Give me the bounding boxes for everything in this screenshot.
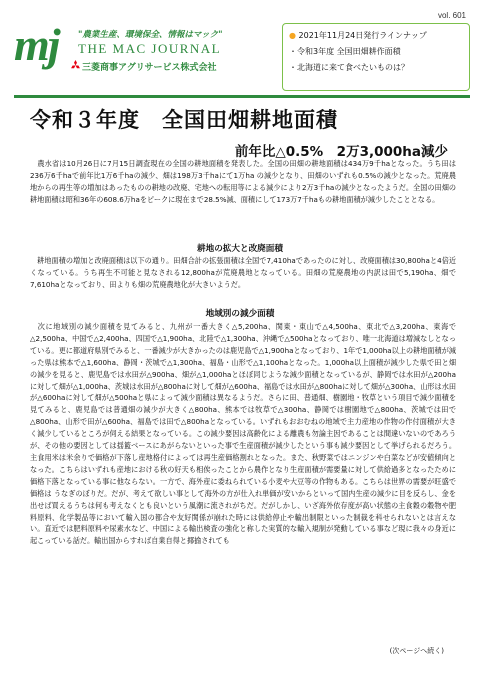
mitsubishi-logo-icon (70, 60, 81, 71)
section-heading: 地域別の減少面積 (205, 309, 275, 319)
continued-note: (次ページへ続く) (389, 647, 444, 655)
slogan: "農業生産、環境保全、情報はマック" (78, 30, 223, 40)
section-paragraph: 耕地面積の増加と改廃面積は以下の通り。田畑合計の拡張面積は全国で7,410haであったのに対し、改廃面積は30,800haと4倍近くなっている。うち再生不可能と見なされる12,800haが荒廃農地となっている。田畑の荒廃農地の内訳は田で5,190ha、畑で7,610haとなっており、田よりも畑の荒廃農地化が大きいようだ。 (30, 256, 456, 289)
journal-brand-name: THE MAC JOURNAL (78, 41, 222, 56)
newsletter-header (0, 0, 480, 96)
lineup-date: ● 2021年11月24日発行ラインナップ (289, 31, 427, 40)
sun-icon: ● (289, 31, 296, 40)
section-heading: 耕地の拡大と改廃面積 (197, 244, 283, 254)
company-name: 三菱商事アグリサービス株式会社 (82, 63, 217, 73)
header-divider (14, 95, 470, 98)
intro-paragraph: 農水省は10月26日に7月15日調査現在の全国の耕地面積を発表した。全国の田畑の耕地面積は434万9千haとなった。うち田は236万6千haで前年比1万6千haの減少、畑は198万3千haにて1万ha の減少となり、田畑のいずれも0.5%の減少となった。荒廃農地からの再生等の増加はあったものの耕地の改廃、宅地への転用等による減少により2万3千haの減少となったようだ。全国の田畑の耕地面積は昭和36年の608.6万haをピークに現在まで28.5%減、面積にして173万7千haもの耕地面積が減少したこととなる。 (30, 159, 456, 204)
article-title: 令和３年度 全国田畑耕地面積 (30, 108, 338, 132)
lineup-item: ・令和3年度 全国田畑耕作面積 (289, 47, 401, 56)
volume-number: vol. 601 (437, 11, 466, 20)
section-paragraph: 次に地域別の減少面積を見てみると、九州が一番大きく△5,200ha、関東・東山で△4,500ha、東北で△3,200ha、東海で△2,500ha、中国で△2,400ha、四国で△1,900ha、北陸で△1,300ha、沖縄で△500haとなっており、唯一北海道は増減なしとなっている。更に都道府県別でみると、一番減少が大きかったのは鹿児島で△1,900haとなっており、1年で1,000ha以上の耕地面積が減った県は熊本で△1,600ha、静岡・茨城で△1,300ha、福島・山形で△1,100haとなった。1,000ha以上面積が減少した県で田と畑の減少を見ると、鹿児島では水田が△900ha、畑が△1,000haとほぼ同じような減少面積となっているが、静岡では水田が△200haに対して畑が△1,000ha、茨城は水田が△800haに対して畑が△600ha、福島では水田が△800haに対して畑が△300ha、山形は水田が△600haに対して畑が△500haと県によって減少面積は異なるようだ。さらに田、普通畑、樹園地・牧草という項目で減少面積を見てみると、鹿児島では普通畑の減少が大きく△800ha、熊本では牧草で△300ha、静岡では樹園地で△800ha、茨城では田で△800ha、山形で田が△600ha、福島では田で△800haとなっている。いずれもおおむねの地域で主力産地の作物の作付面積が大きく減少しているところが伺える結果となっている。この減少要因は高齢化による離農も勿論主因であることは間違いないのであろうが、その他の要因としては揺籃ベースにあがらないといった事で生産面積が減少したという事も減少要因として挙げられるだろう。主食用米は米余りで価格が下落し産地格付によっては再生産価格割れとなった。また、秋野菜ではニンジンや白菜などが安値傾向となった。こちらはいずれも産地における秋の好天も相俟ったことから農作となり生産面積が需要量に対して供給過多となったために価格下落となっている事に他ならない。一方で、海外産に委ねられている小麦や大豆等の作物もある。こちらは世界の需要が旺盛で価格は うなぎのぼりだ。だが、考えて欲しい事として海外の方が仕入れ単価が安いからといって国内生産の減少に目を反らし、金を出せば買えるうちは何も考えなくとも良いという風潮に流されがちだ。だがしかし、いざ海外依存度が高い状態の主食穀の穀物や肥料原料、化学製品等において輸入国の都合や友好関係が崩れた時には供給停止や輸出制限といった制裁を科せられないとは言えない。直近では肥料原料や尿素水など、中国による輸出検査の強化と称した実質的な輸入規制が発動している事など現に我々の身近に起こっている話だ。輸出国からすれば自業自得と揶揄されても (30, 322, 456, 546)
article-subtitle: 前年比△0.5% 2万3,000ha減少 (234, 144, 448, 160)
lineup-item: ・北海道に来て食べたいものは？ (289, 63, 409, 72)
lineup-box (282, 23, 470, 91)
mj-logo: mj (14, 19, 59, 70)
